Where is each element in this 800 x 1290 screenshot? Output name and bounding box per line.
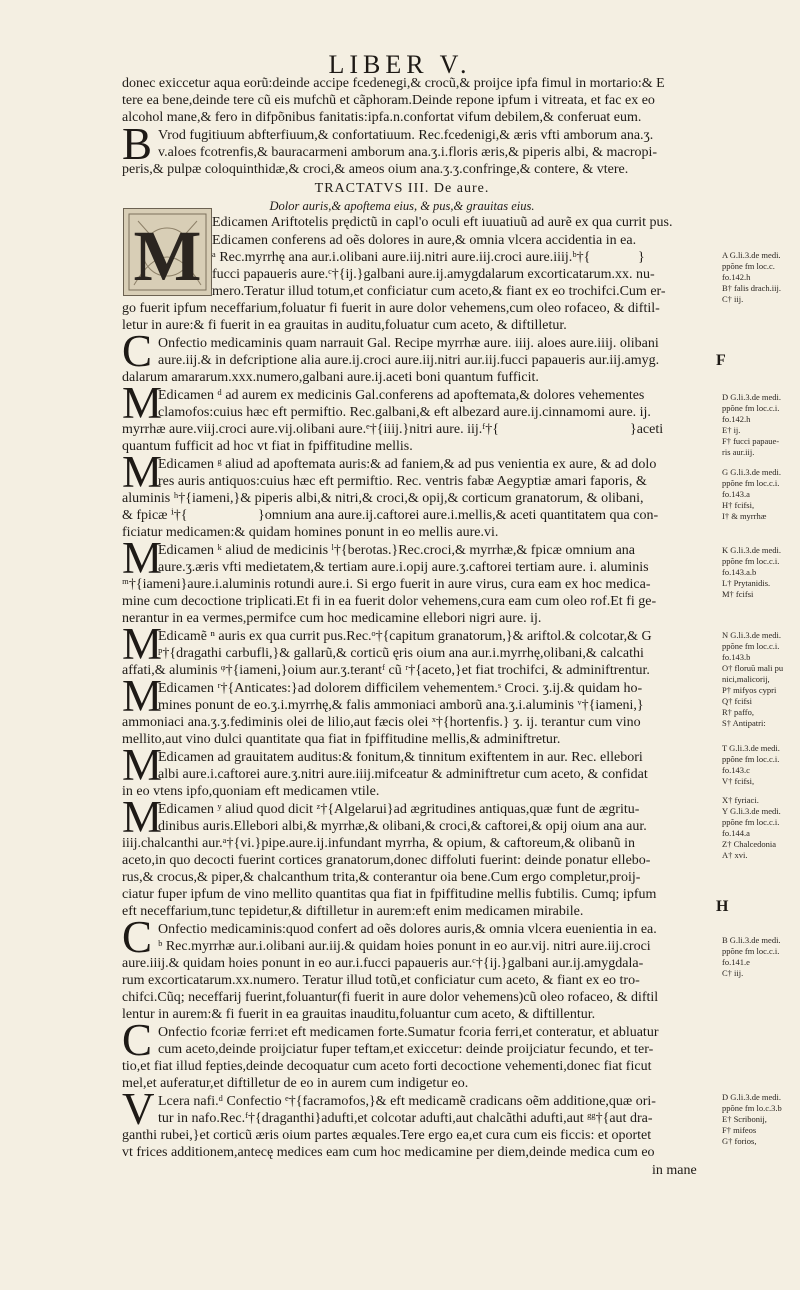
text-line: in eo vtens ipfo,quoniam eft medicamen vtile. <box>122 784 380 799</box>
text-line: Edicamẽ ⁿ auris ex qua currit pus.Rec.ᵒ†{capitum granatorum,}& ariftol.& colcotar,& G <box>158 629 652 644</box>
margin-note: ppõne fm loc.c.i. <box>722 817 780 827</box>
text-line: Onfectio medicaminis:quod confert ad oẽs dolores auris,& omnia vlcera euenientia in ea. <box>158 922 657 937</box>
margin-note: Z† Chalcedonia <box>722 839 777 849</box>
text-line: dinibus auris.Ellebori albi,& myrrhæ,& olibani,& croci,& caftorei,& opij oium ana aur. <box>158 819 647 834</box>
text-line: nerantur in ea vermes,permifce cum hoc medicamine ellebori nigri aure. ij. <box>122 611 542 626</box>
margin-note: Q† fcifsi <box>722 696 752 706</box>
margin-note: ppõne fm loc.c.i. <box>722 556 780 566</box>
text-line: dalarum amararum.xxx.numero,galbani aure.ij.aceti boni quantum fufficit. <box>122 370 539 385</box>
margin-note: B† falis drach.iij. <box>722 283 782 293</box>
text-line: Edicamen ᵍ aliud ad apoftemata auris:& ad faniem,& ad pus venientia ex aure, & ad dolo <box>158 457 657 472</box>
margin-note: G† forios, <box>722 1136 757 1146</box>
text-line: fucci papaueris aure.ᶜ†{ij.}galbani aure.ij.amygdalarum excorticatarum.xx. nu- <box>212 267 655 282</box>
drop-capital: C <box>122 1015 153 1065</box>
margin-note: R† paffo, <box>722 707 754 717</box>
text-line: Edicamen ᵏ aliud de medicinis ˡ†{berotas.}Rec.croci,& myrrhæ,& fpicæ omnium ana <box>158 543 635 558</box>
text-line: aceto,in quo decocti fuerint cortices granatorum,donec diffoluti fuerint: deinde ponatur ellebo- <box>122 853 651 868</box>
margin-note: D G.li.3.de medi. <box>722 1092 782 1102</box>
inline-fragment: }omnium ana aure.ij.caftorei aure.i.mellis,& aceti quantitatem qua con- <box>258 508 659 523</box>
text-line: mines ponunt de eo.ʒ.i.myrrhę,& falis ammoniaci amborũ ana.ʒ.i.aluminis ᵛ†{iameni,} <box>158 698 644 713</box>
text-line: Edicamen ᵈ ad aurem ex medicinis Gal.conferens ad apoftemata,& dolores vehementes <box>158 388 645 403</box>
margin-note: fo.141.e <box>722 957 750 967</box>
section-letter: F <box>716 352 726 369</box>
margin-note: M† fcifsi <box>722 589 754 599</box>
text-line: ganthi rubei,}et corticũ æris oium partes æquales.Tere ergo ea,et cura cum eis ficcis: et oportet <box>122 1128 652 1143</box>
margin-note: fo.142.h <box>722 414 751 424</box>
section-heading: TRACTATVS III. De aure. <box>314 181 490 196</box>
text-line: res auris antiquos:cuius hæc eft permiftio. Rec. ventris fabæ Aegyptiæ amari faporis, & <box>158 474 647 489</box>
text-line: Onfectio medicaminis quam narrauit Gal. Recipe myrrhæ aure. iiij. aloes aure.iiij. olibani <box>158 336 659 351</box>
margin-note: B G.li.3.de medi. <box>722 935 781 945</box>
text-line: tio,et fiat illud fepties,deinde decoquatur cum aceto forti decoctione vehementi,donec fiat ficut <box>122 1059 652 1074</box>
margin-note: fo.143.c <box>722 765 750 775</box>
text-line: ᵐ†{iameni}aure.i.aluminis rotundi aure.i. Si ergo fuerit in aure virus, cura eam ex hoc medica- <box>122 577 651 592</box>
margin-note: nici,malicorij, <box>722 674 770 684</box>
margin-note: C† iij. <box>722 294 744 304</box>
text-line: myrrhæ aure.viij.croci aure.vij.olibani aure.ᵉ†{iiij.}nitri aure. iij.ᶠ†{ <box>122 422 499 437</box>
margin-note: ppõne fm loc.c. <box>722 261 775 271</box>
text-line: & fpicæ ⁱ†{ <box>122 508 188 523</box>
margin-note: L† Prytanidis. <box>722 578 771 588</box>
inline-fragment: }aceti <box>630 422 664 437</box>
text-line: ᵃ Rec.myrrhę ana aur.i.olibani aure.iij.nitri aure.iij.croci aure.iiij.ᵇ†{ <box>212 250 591 265</box>
text-line: affati,& aluminis ᵠ†{iameni,}oium aur.ʒ.terantᶠ cũ ʳ†{aceto,}et fiat trochifci, & adminiftrentur. <box>122 663 650 678</box>
margin-note: E† ij. <box>722 425 741 435</box>
text-line: rum excorticatarum.xx.numero. Teratur illud totũ,et conficiatur cum aceto, & fiant ex eo tro- <box>122 973 640 988</box>
margin-note: G G.li.3.de medi. <box>722 467 782 477</box>
margin-note: ris aur.iij. <box>722 447 755 457</box>
initial-letter: M <box>133 216 202 296</box>
text-line: vt frices additionem,antecę medices eam cum hoc medicamine per diem,deinde medica cum eo <box>122 1145 655 1160</box>
text-line: aure.iiij.& quidam hoies ponunt in eo aur.i.fucci papaueris aur.ᶜ†{ij.}galbani aur.ij.amygdala- <box>122 956 644 971</box>
text-line: aluminis ʰ†{iameni,}& piperis albi,& nitri,& croci,& opij,& corticum granatorum, & olibani, <box>122 491 644 506</box>
text-line: Edicamen conferens ad oẽs dolores in aure,& omnia vlcera accidentia in ea. <box>212 233 637 248</box>
text-line: albi aure.i.caftorei aure.ʒ.nitri aure.iiij.mifceatur & adminiftretur cum aceto, & confidat <box>158 767 648 782</box>
margin-note: fo.143.a.b <box>722 567 757 577</box>
text-line: clamofos:cuius hæc eft permiftio. Rec.galbani,& eft albezard aure.ij.cinnamomi aure. ij. <box>158 405 651 420</box>
margin-note: C† iij. <box>722 968 744 978</box>
text-line: mel,et auferatur,et diftilletur de eo in aurem cum indigetur eo. <box>122 1076 469 1091</box>
section-subheading: Dolor auris,& apoftema eius, & pus,& grauitas eius. <box>269 199 535 213</box>
text-line: mellito,aut vino dulci quantitate qua fiat in fpiffitudine mellis,& adminiftretur. <box>122 732 561 747</box>
drop-capital: M <box>122 740 163 790</box>
margin-note: fo.143.b <box>722 652 751 662</box>
page-title: LIBER V. <box>328 50 472 79</box>
margin-note: T G.li.3.de medi. <box>722 743 780 753</box>
margin-note: ppõne fm loc.c.i. <box>722 478 780 488</box>
text-line: v.aloes fcotrenfis,& bauracarmeni amborum ana.ʒ.i.floris æris,& piperis albi, & macropi- <box>158 145 658 160</box>
margin-note: V† fcifsi, <box>722 776 755 786</box>
text-line: mero.Teratur illud totum,et conficiatur cum aceto,& fiant ex eo trochifci.Cum er- <box>212 284 666 299</box>
text-line: ciatur fuper ipfum de vino mellito quantitas qua fiat in fpiffitudine mellis fubtilis. Cumq; ipfum <box>122 887 657 902</box>
text-line: mine cum decoctione triplicati.Et fi in ea fuerit dolor vehemens,cura eam cum oleo rof.Et fi ge- <box>122 594 657 609</box>
drop-capital: M <box>122 378 163 428</box>
margin-note: F† fucci papaue- <box>722 436 780 446</box>
text-line: Edicamen ʸ aliud quod dicit ᶻ†{Algelarui}ad ægritudines antiquas,quæ funt de ægritu- <box>158 802 640 817</box>
drop-capital: M <box>122 792 163 842</box>
margin-note: ppõne fm loc.c.i. <box>722 754 780 764</box>
text-line: letur in aure:& fi fuerit in ea grauitas in auditu,foluatur cum aceto, & diftilletur. <box>122 318 567 333</box>
inline-fragment: } <box>638 250 645 265</box>
text-line: tur in nafo.Rec.ᶠ†{draganthi}adufti,et colcotar adufti,aut chalcãthi adufti,aut ᵍᵍ†{aut dra- <box>158 1111 653 1126</box>
margin-note: O† floruũ mali pu <box>722 663 784 673</box>
drop-capital: B <box>122 119 153 169</box>
text-line: Onfectio fcoriæ ferri:et eft medicamen forte.Sumatur fcoria ferri,et conteratur, et abluatur <box>158 1025 659 1040</box>
drop-capital: M <box>122 671 163 721</box>
margin-note: X† fyriaci. <box>722 795 759 805</box>
margin-note: fo.144.a <box>722 828 750 838</box>
text-line: alcohol mane,& fero in difpõnibus fanitatis:ipfa.n.confortat vifum debilem,& conferuat eum. <box>122 110 642 125</box>
text-line: Edicamen Ariftotelis prędictũ in capl'o oculi eft iuuatiuũ ad aurẽ ex qua currit pus. <box>212 215 673 230</box>
margin-note: P† mifyos cypri <box>722 685 777 695</box>
margin-note: fo.142.h <box>722 272 751 282</box>
margin-note: N G.li.3.de medi. <box>722 630 782 640</box>
catchword: in mane <box>652 1163 697 1178</box>
margin-note: D G.li.3.de medi. <box>722 392 782 402</box>
text-line: donec exiccetur aqua eorũ:deinde accipe fcedenegi,& crocũ,& proijce ipfa fimul in mortario:& E <box>122 76 665 91</box>
margin-note: F† mifeos <box>722 1125 757 1135</box>
text-line: ficiatur medicamen:& quidam homines ponunt in eo mellis aure.vi. <box>122 525 499 540</box>
text-line: Vrod fugitiuum abfterfiuum,& confortatiuum. Rec.fcedenigi,& æris vfti amborum ana.ʒ. <box>158 128 654 143</box>
margin-note: S† Antipatri: <box>722 718 766 728</box>
margin-note: H† fcifsi, <box>722 500 755 510</box>
text-line: lentur in aurem:& fi fuerit in ea grauitas inauditu,foluantur cum aceto, & diftillentur. <box>122 1007 596 1022</box>
margin-note: A G.li.3.de medi. <box>722 250 781 260</box>
margin-note: K G.li.3.de medi. <box>722 545 782 555</box>
text-line: rus,& crocus,& piper,& chalcanthum trita,& conterantur oia bene.Cum ergo completur,proij- <box>122 870 641 885</box>
text-line: tere ea bene,deinde tere cũ eis mufchũ et cãphoram.Deinde repone ipfum i vitreata, et fac ex eo <box>122 93 655 108</box>
margin-note: ppõne fm loc.c.i. <box>722 403 780 413</box>
margin-note: fo.143.a <box>722 489 750 499</box>
text-line: ᵇ Rec.myrrhæ aur.i.olibani aur.iij.& quidam hoies ponunt in eo aur.vij. nitri aure.iij.croci <box>158 939 651 954</box>
drop-capital: M <box>122 533 163 583</box>
margin-note: I† & myrrhæ <box>722 511 767 521</box>
text-line: ammoniaci ana.ʒ.ʒ.fediminis olei de lilio,aut fæcis olei ˣ†{hortenfis.} ʒ. ij. terantur cum vino <box>122 715 641 730</box>
text-line: iiij.chalcanthi aur.ᵃ†{vi.}pipe.aure.ij.infundant myrrha, & opium, & caftoreum,& olibanũ in <box>122 836 635 851</box>
margin-note: ppõne fm loc.c.i. <box>722 946 780 956</box>
drop-capital: V <box>122 1084 155 1134</box>
margin-note: Y G.li.3.de medi. <box>722 806 781 816</box>
text-line: cum aceto,deinde proijciatur fuper teftam,et exiccetur: deinde proijciatur fecundo, et ter- <box>158 1042 654 1057</box>
text-line: chifci.Cũq; neceffarij fuerint,foluantur(fi fuerit in aure dolor vehemens)cũ oleo rofaceo, & diftil <box>122 990 659 1005</box>
margin-note: E† Scribonij, <box>722 1114 767 1124</box>
drop-capital: M <box>122 447 163 497</box>
drop-capital: C <box>122 912 153 962</box>
section-letter: H <box>716 898 729 915</box>
margin-note: ppõne fm lo.c.3.b <box>722 1103 782 1113</box>
text-line: aure.iij.& in defcriptione alia aure.ij.croci aure.iij.nitri aur.iij.fucci papaueris aur.iij.amyg. <box>158 353 660 368</box>
text-line: quantum fufficit ad hoc vt fiat in fpiffitudine mellis. <box>122 439 413 454</box>
text-line: Edicamen ʳ†{Anticates:}ad dolorem difficilem vehementem.ˢ Croci. ʒ.ij.& quidam ho- <box>158 681 643 696</box>
text-line: aure.ʒ.æris vfti medietatem,& tertiam aure.i.opij aure.ʒ.caftorei tertiam aure. i. aluminis <box>158 560 649 575</box>
text-line: Edicamen ad grauitatem auditus:& fonitum,& tinnitum exiftentem in aur. Rec. ellebori <box>158 750 643 765</box>
text-line: peris,& pulpæ coloquinthidæ,& croci,& ameos oium ana.ʒ.ʒ.confringe,& contere, & vtere. <box>122 162 629 177</box>
text-line: ᵖ†{dragathi carbufli,}& gallarũ,& corticũ ęris oium ana aur.i.myrrhę,olibani,& calcathi <box>158 646 644 661</box>
margin-note: A† xvi. <box>722 850 748 860</box>
text-line: go fuerit ipfum neceffarium,foluatur fi fuerit in aure dolor vehemens,cum oleo rofaceo, & diftil- <box>122 301 660 316</box>
drop-capital: M <box>122 619 163 669</box>
text-line: Lcera nafi.ᵈ Confectio ᵉ†{facramofos,}& eft medicamẽ cradicans oẽm additione,quæ ori- <box>158 1094 656 1109</box>
ornamental-initial <box>123 208 212 296</box>
text-line: eft neceffarium,tunc tepidetur,& diftilletur in aurem:eft enim medicamen mirabile. <box>122 904 584 919</box>
margin-note: ppõne fm loc.c.i. <box>722 641 780 651</box>
drop-capital: C <box>122 326 153 376</box>
